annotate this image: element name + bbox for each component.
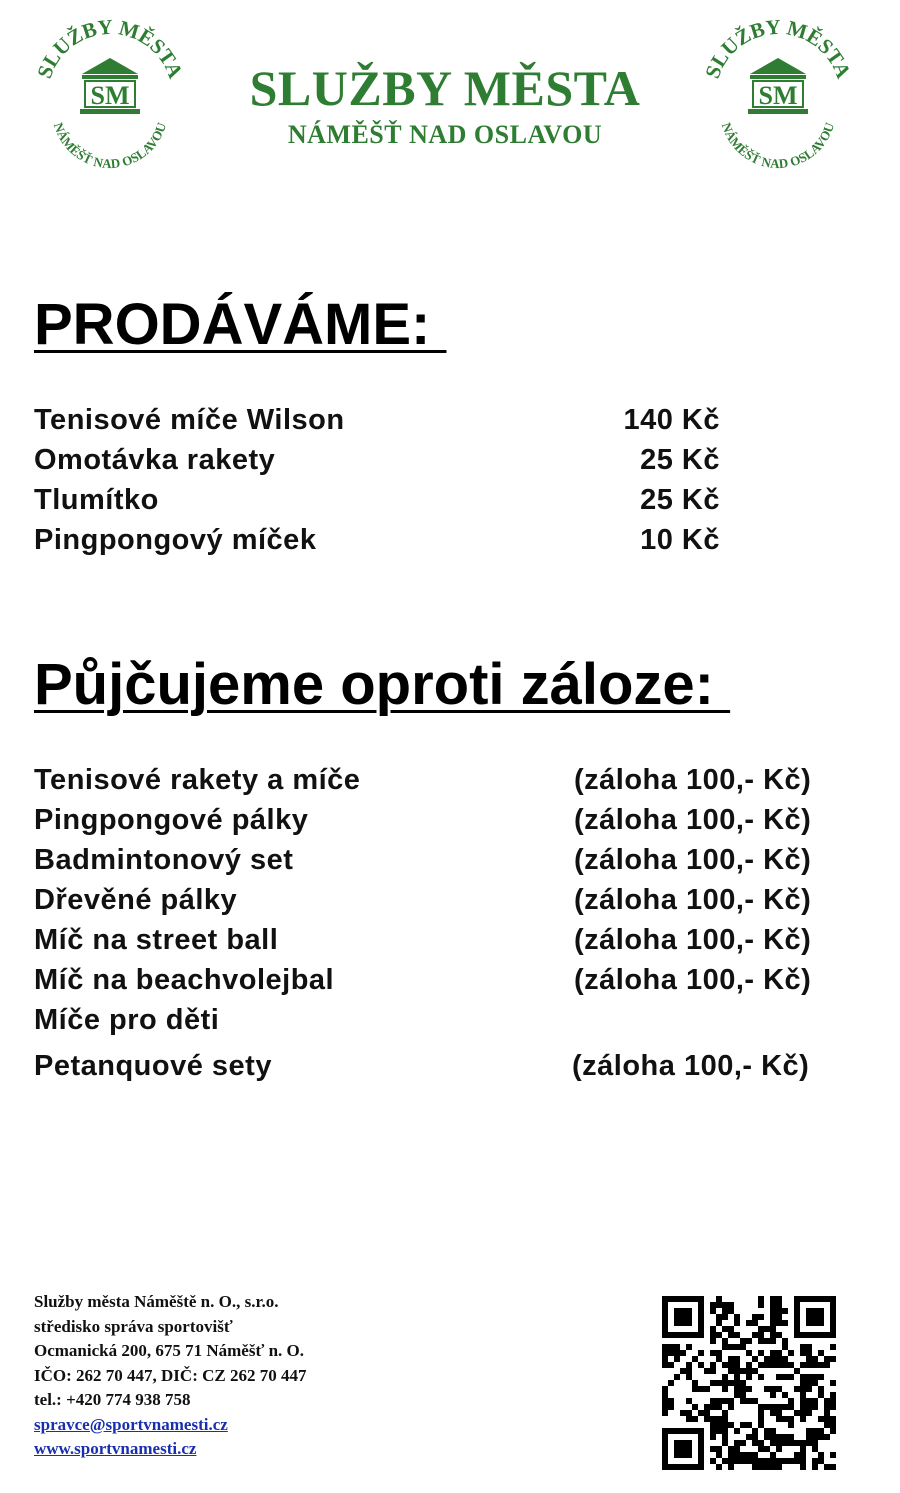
- logo-text-top: SLUŽBY MĚSTA: [700, 14, 856, 82]
- rent-item-name: Míč na street ball: [34, 924, 279, 956]
- brand-title: SLUŽBY MĚSTA: [249, 60, 641, 116]
- footer-address: Ocmanická 200, 675 71 Náměšť n. O.: [34, 1341, 304, 1360]
- sell-item-price: 10 Kč: [640, 524, 720, 556]
- rent-item-deposit: (záloha 100,- Kč): [572, 1050, 810, 1082]
- footer-contact: [34, 1290, 454, 1462]
- footer-company: Služby města Náměště n. O., s.r.o.: [34, 1292, 279, 1311]
- rent-item-deposit: (záloha 100,- Kč): [574, 924, 812, 956]
- logo-right: [698, 14, 858, 174]
- rent-item-name: Pingpongové pálky: [34, 804, 309, 836]
- sm-logo-emblem: [30, 14, 190, 174]
- footer-division: středisko správa sportovišť: [34, 1316, 233, 1336]
- rent-item-name: Tenisové rakety a míče: [34, 764, 361, 796]
- sell-item-name: Tlumítko: [34, 484, 159, 516]
- footer-email-link[interactable]: spravce@sportvnamesti.cz: [34, 1414, 228, 1434]
- rent-item-deposit: (záloha 100,- Kč): [574, 764, 812, 796]
- logo-text-top: SLUŽBY MĚSTA: [32, 14, 188, 82]
- footer-phone: tel.: +420 774 938 758: [34, 1390, 191, 1409]
- sell-item-price: 25 Kč: [640, 444, 720, 476]
- rent-item-name: Dřevěné pálky: [34, 884, 238, 916]
- footer-ids: IČO: 262 70 447, DIČ: CZ 262 70 447: [34, 1365, 307, 1385]
- svg-text:NÁMĚŠŤ NAD OSLAVOU: [51, 120, 170, 171]
- sm-logo-emblem: [698, 14, 858, 174]
- sell-item-price: 25 Kč: [640, 484, 720, 516]
- rent-item-name: Míče pro děti: [34, 1004, 220, 1036]
- brand-subtitle: NÁMĚŠŤ NAD OSLAVOU: [287, 120, 603, 149]
- logo-monogram: SM: [758, 81, 798, 110]
- svg-text:NÁMĚŠŤ NAD OSLAVOU: [719, 120, 838, 171]
- logo-monogram: SM: [90, 81, 130, 110]
- rent-item-deposit: (záloha 100,- Kč): [574, 844, 812, 876]
- qr-code-icon: [662, 1296, 836, 1470]
- logo-text-bottom: NÁMĚŠŤ NAD OSLAVOU: [50, 120, 170, 172]
- rent-item-name: Badmintonový set: [34, 844, 294, 876]
- sell-heading: PRODÁVÁME:: [34, 292, 447, 357]
- rent-item-deposit: (záloha 100,- Kč): [574, 964, 812, 996]
- rent-item-deposit: (záloha 100,- Kč): [574, 804, 812, 836]
- logo-text-bottom: NÁMĚŠŤ NAD OSLAVOU: [718, 120, 838, 172]
- footer-web-link[interactable]: www.sportvnamesti.cz: [34, 1439, 197, 1458]
- qr-code-graphic: [662, 1296, 836, 1470]
- rent-heading: Půjčujeme oproti záloze:: [34, 652, 731, 717]
- sell-item-price: 140 Kč: [623, 404, 720, 436]
- rent-item-deposit: (záloha 100,- Kč): [574, 884, 812, 916]
- sell-item-name: Omotávka rakety: [34, 444, 276, 476]
- logo-left: [30, 14, 190, 174]
- rent-item-name: Petanquové sety: [34, 1050, 272, 1082]
- sell-item-name: Pingpongový míček: [34, 524, 317, 556]
- rent-item-name: Míč na beachvolejbal: [34, 964, 335, 996]
- sell-item-name: Tenisové míče Wilson: [34, 404, 345, 436]
